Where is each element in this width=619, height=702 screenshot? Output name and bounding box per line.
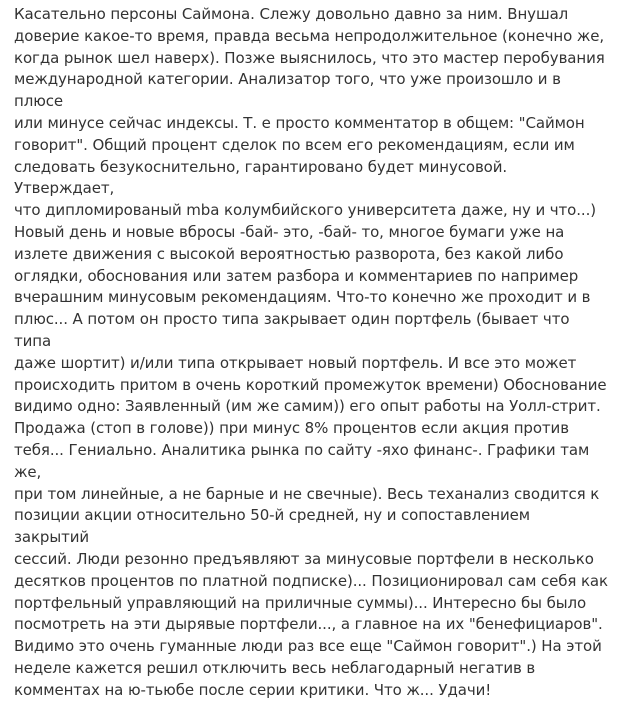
comment-text: Касательно персоны Саймона. Слежу довольно давно за ним. Внушал доверие какое-то время, правда весьма непродолжительное (конечно же, когда рынок шел наверх). Позже выяснилось, что это мастер перобувания международной категории. Анализатор того, что уже произошло и в плюсе или минусе сейчас индексы. Т. е просто комментатор в общем: "Саймон говорит". Общий процент сделок по всем его рекомендациям, если им следовать безукоснительно, гарантировано будет минусовой. Утверждает, что дипломированый mba колумбийского университета даже, ну и что...) Новый день и новые вбросы -бай- это, -бай- то, многое бумаги уже на излете движения с высокой вероятностью разворота, без какой либо оглядки, обоснования или затем разбора и комментариев по например вчерашним минусовым рекомендациям. Что-то конечно же проходит и в плюс... А потом он просто типа закрывает один портфель (бывает что типа даже шортит) и/или типа открывает новый портфель. И все это может происходить притом в очень короткий промежуток времени) Обоснование видимо одно: Заявленный (им же самим)) его опыт работы на Уолл-стрит. Продажа (стоп в голове)) при минус 8% процентов если акция против тебя... Гениально. Аналитика рынка по сайту -яхо финанс-. Графики там же, при том линейные, а не барные и не свечные). Весь теханализ сводится к позиции акции относительно 50-й средней, ну и сопоставлением закрытий сессий. Люди резонно предъявляют за минусовые портфели в несколько десятков процентов по платной подписке)... Позиционировал сам себя как портфельный управляющий на приличные суммы)... Интересно бы было посмотреть на эти дырявые портфели..., а главное на их "бенефициаров". Видимо это очень гуманные люди раз все еще "Саймон говорит".) На этой неделе кажется решил отключить весь неблагодарный негатив в комментах на ю-тьюбе после серии критики. Что ж... Удачи!	[14, 5, 608, 699]
